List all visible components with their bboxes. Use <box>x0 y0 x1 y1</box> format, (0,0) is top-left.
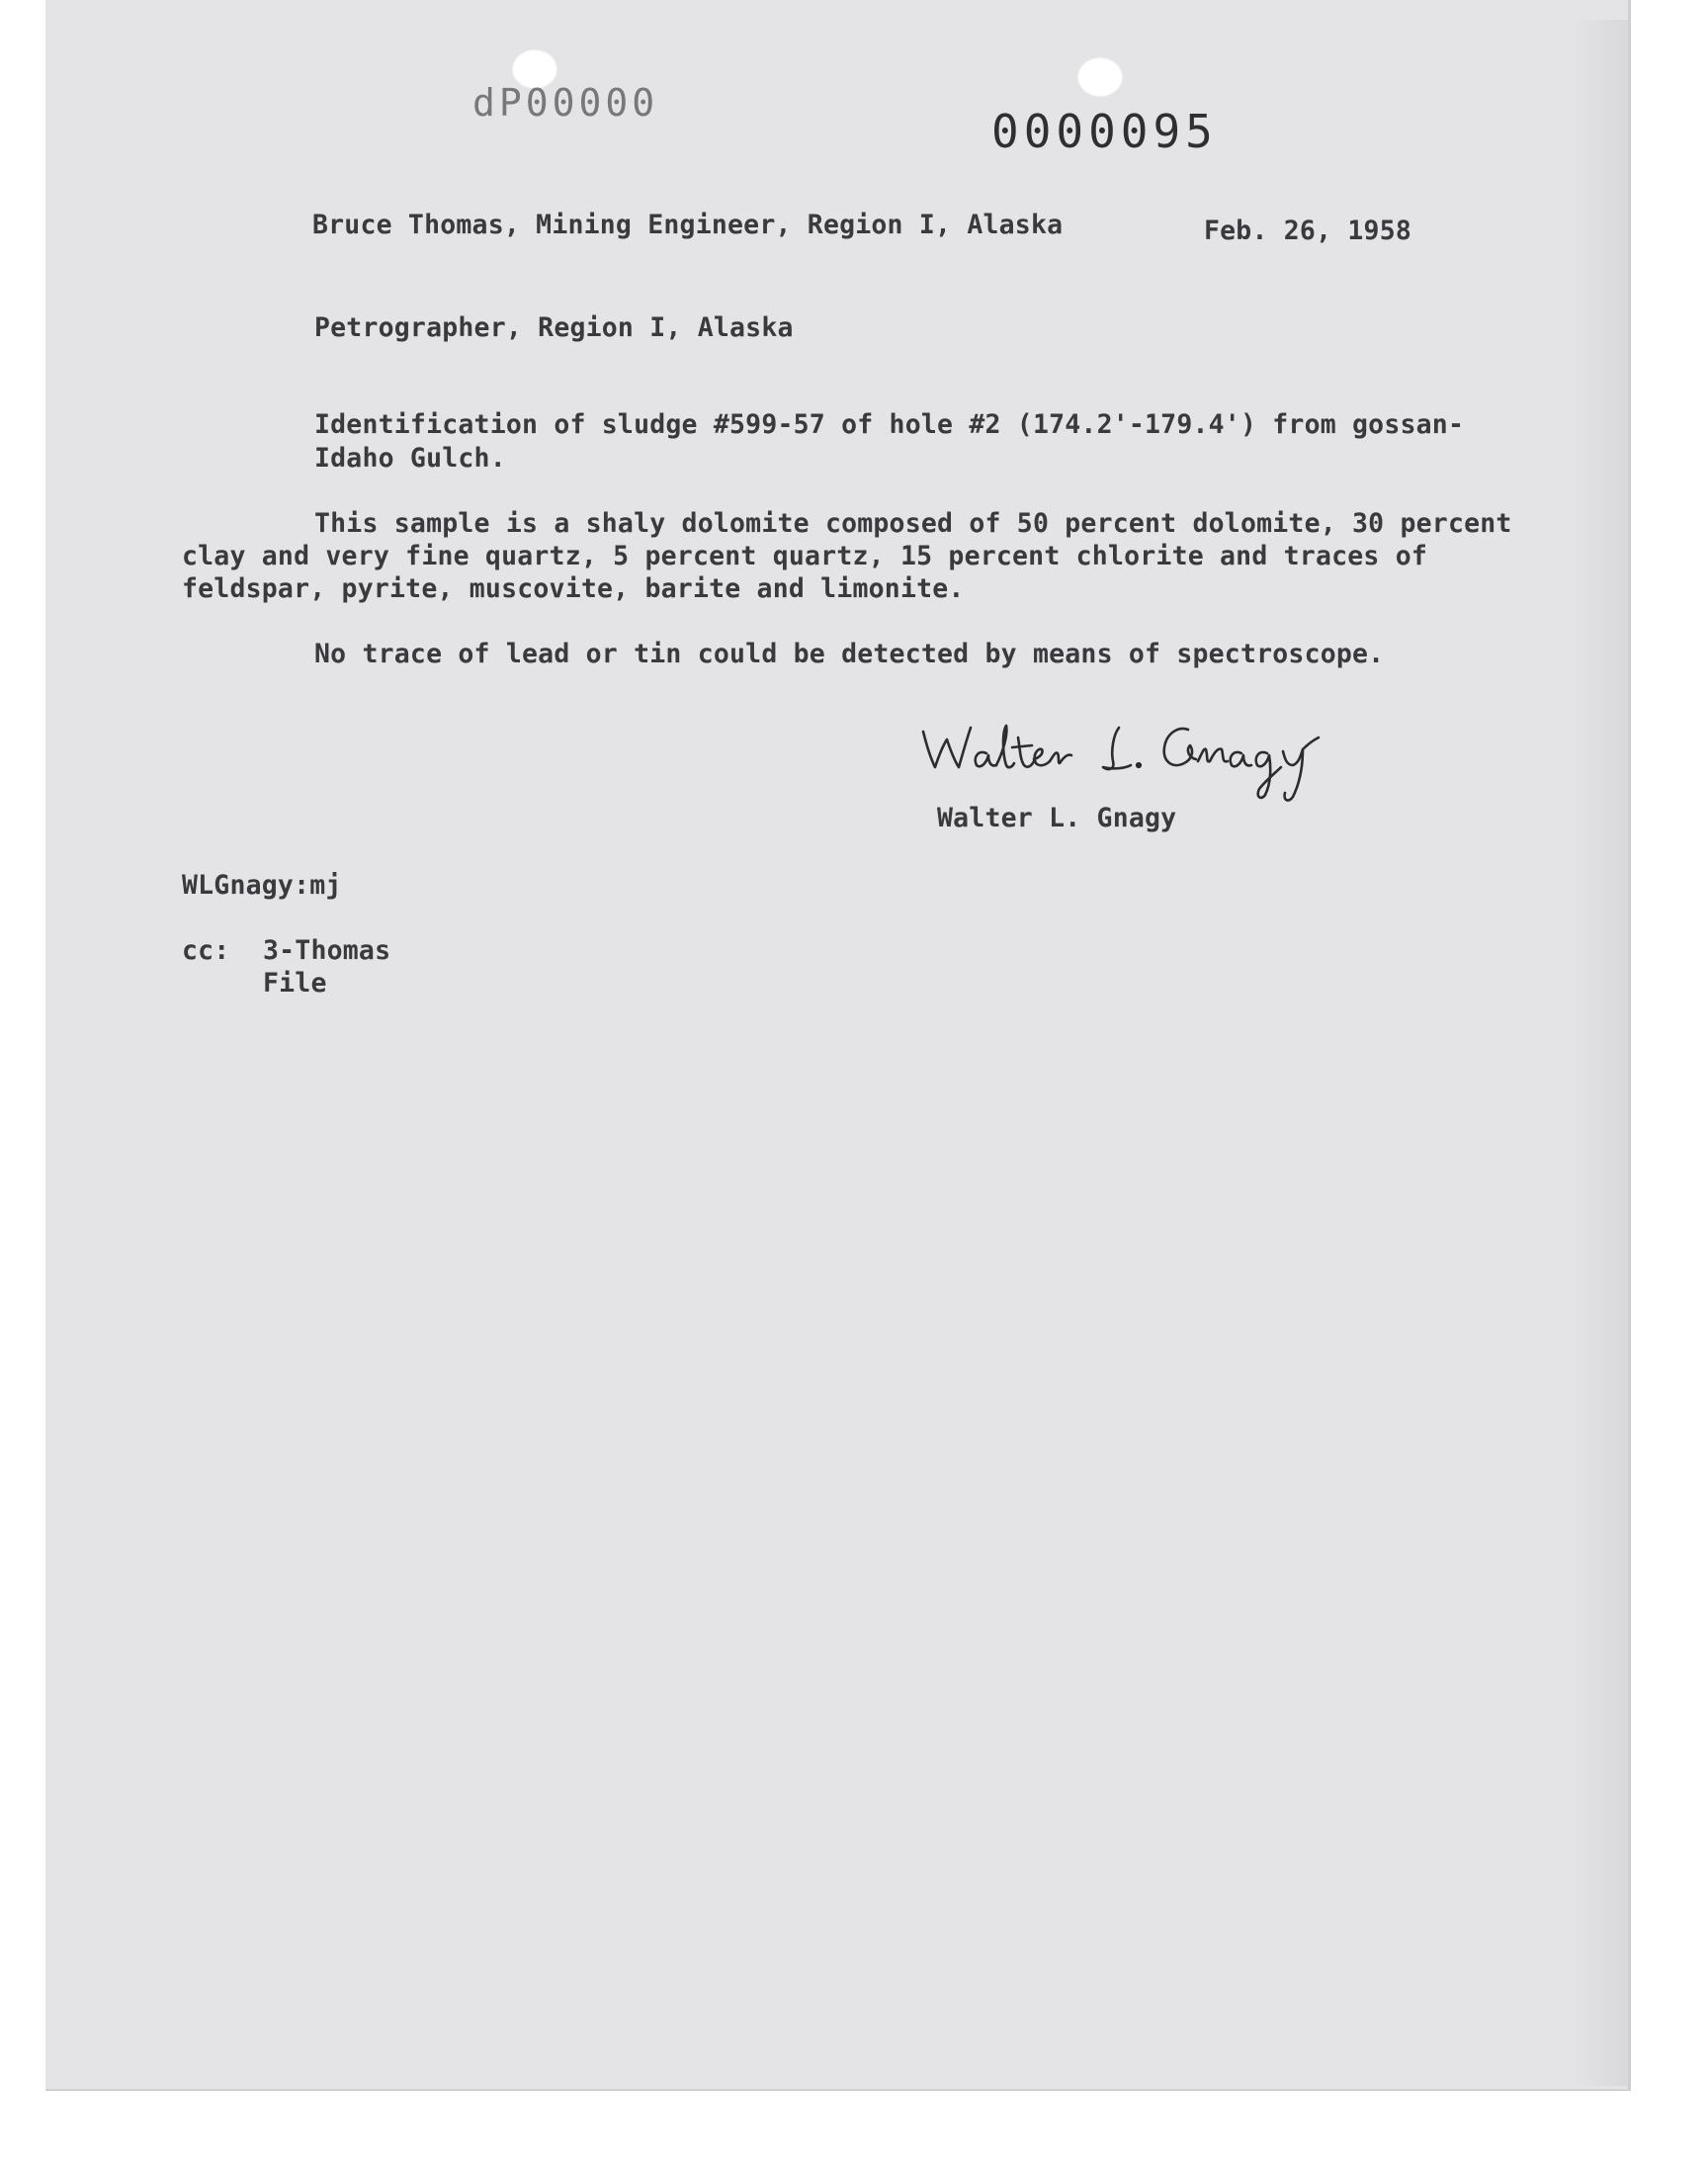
to-line: Petrographer, Region I, Alaska <box>314 312 794 343</box>
page-edge-shadow <box>1569 20 1628 2086</box>
body-paragraph-1-line-1: This sample is a shaly dolomite composed of 50 percent dolomite, 30 percent <box>314 508 1512 539</box>
stamp-number-left: dP00000 <box>472 81 659 125</box>
cc-recipient-2: File <box>263 968 327 999</box>
cc-recipient-1: 3-Thomas <box>263 935 391 966</box>
typist-initials: WLGnagy:mj <box>182 870 342 901</box>
stamp-number-right: 0000095 <box>991 105 1218 158</box>
memo-date: Feb. 26, 1958 <box>1204 216 1412 246</box>
body-paragraph-1-line-3: feldspar, pyrite, muscovite, barite and limonite. <box>182 573 965 604</box>
handwritten-signature <box>909 698 1344 807</box>
from-line: Bruce Thomas, Mining Engineer, Region I, Alaska <box>312 210 1064 240</box>
cc-label: cc: <box>182 935 230 966</box>
subject-line-1: Identification of sludge #599-57 of hole #2 (174.2'-179.4') from gossan- <box>314 409 1465 440</box>
body-paragraph-2: No trace of lead or tin could be detected by means of spectroscope. <box>314 639 1385 669</box>
body-paragraph-1-line-2: clay and very fine quartz, 5 percent quartz, 15 percent chlorite and traces of <box>182 541 1428 571</box>
subject-line-2: Idaho Gulch. <box>314 443 506 474</box>
typed-signature-name: Walter L. Gnagy <box>937 803 1177 833</box>
punch-hole <box>1077 57 1123 97</box>
document-page <box>45 0 1631 2091</box>
